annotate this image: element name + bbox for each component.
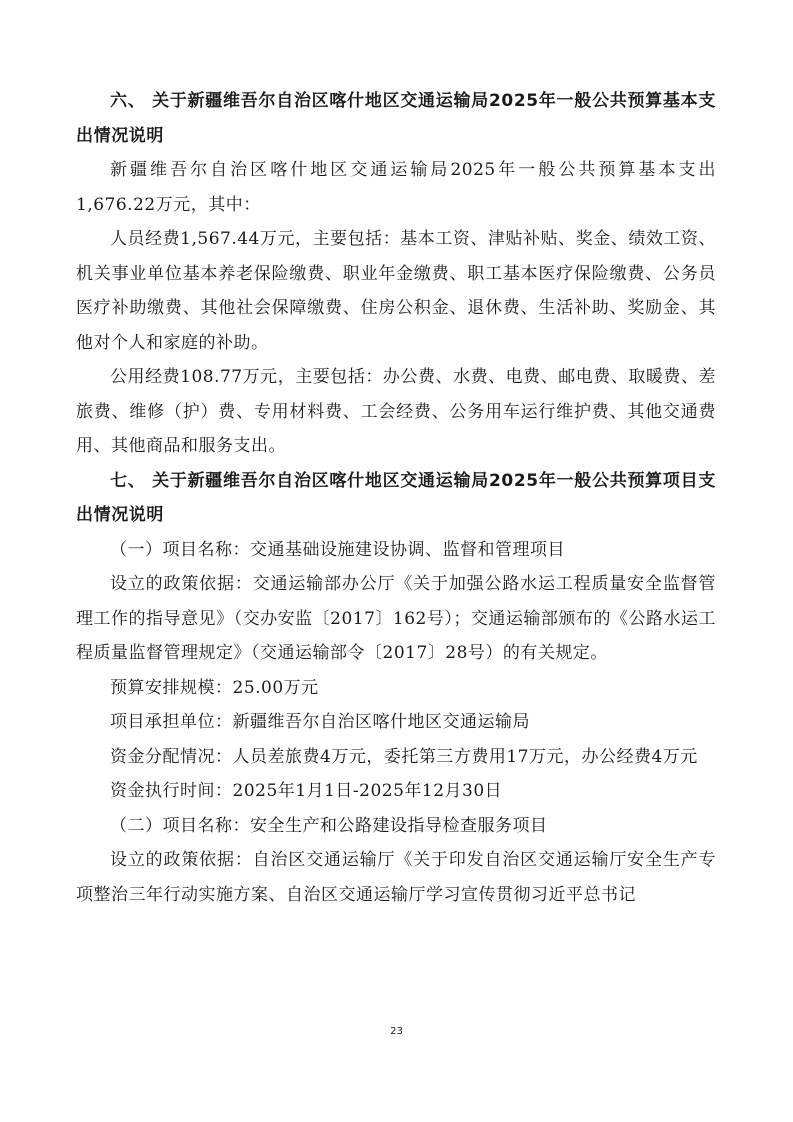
body-paragraph: 资金执行时间：2025年1月1日-2025年12月30日	[110, 781, 503, 801]
body-paragraph: （一）项目名称：交通基础设施建设协调、监督和管理项目	[110, 539, 565, 560]
page-number: 23	[390, 1026, 403, 1037]
section-heading-seven: 七、 关于新疆维吾尔自治区喀什地区交通运输局2025年一般公共预算项目支出情况说明	[76, 470, 716, 525]
document-body	[76, 84, 716, 912]
body-paragraph: 项目承担单位：新疆维吾尔自治区喀什地区交通运输局	[110, 712, 530, 732]
body-paragraph: 设立的政策依据：自治区交通运输厅《关于印发自治区交通运输厅安全生产专项整治三年行动实施方案、自治区交通运输厅学习宣传贯彻习近平总书记	[76, 850, 716, 905]
body-paragraph: 设立的政策依据：交通运输部办公厅《关于加强公路水运工程质量安全监督管理工作的指导意见》（交办安监〔2017〕162号）；交通运输部颁布的《公路水运工程质量监督管理规定》（交通运输部令〔2017〕28号）的有关规定。	[76, 574, 716, 663]
body-paragraph: （二）项目名称：安全生产和公路建设指导检查服务项目	[110, 815, 548, 836]
section-heading-six: 六、 关于新疆维吾尔自治区喀什地区交通运输局2025年一般公共预算基本支出情况说明	[76, 91, 716, 146]
body-paragraph: 公用经费108.77万元，主要包括：办公费、水费、电费、邮电费、取暖费、差旅费、维修（护）费、专用材料费、工会经费、公务用车运行维护费、其他交通费用、其他商品和服务支出。	[76, 367, 716, 456]
body-paragraph: 新疆维吾尔自治区喀什地区交通运输局2025年一般公共预算基本支出1,676.22万元，其中：	[76, 160, 716, 215]
body-paragraph: 预算安排规模：25.00万元	[110, 677, 319, 698]
body-paragraph: 人员经费1,567.44万元，主要包括：基本工资、津贴补贴、奖金、绩效工资、机关事业单位基本养老保险缴费、职业年金缴费、职工基本医疗保险缴费、公务员医疗补助缴费、其他社会保障缴费、住房公积金、退休费、生活补助、奖励金、其他对个人和家庭的补助。	[76, 229, 716, 353]
body-paragraph: 资金分配情况：人员差旅费4万元，委托第三方费用17万元，办公经费4万元	[110, 746, 698, 767]
